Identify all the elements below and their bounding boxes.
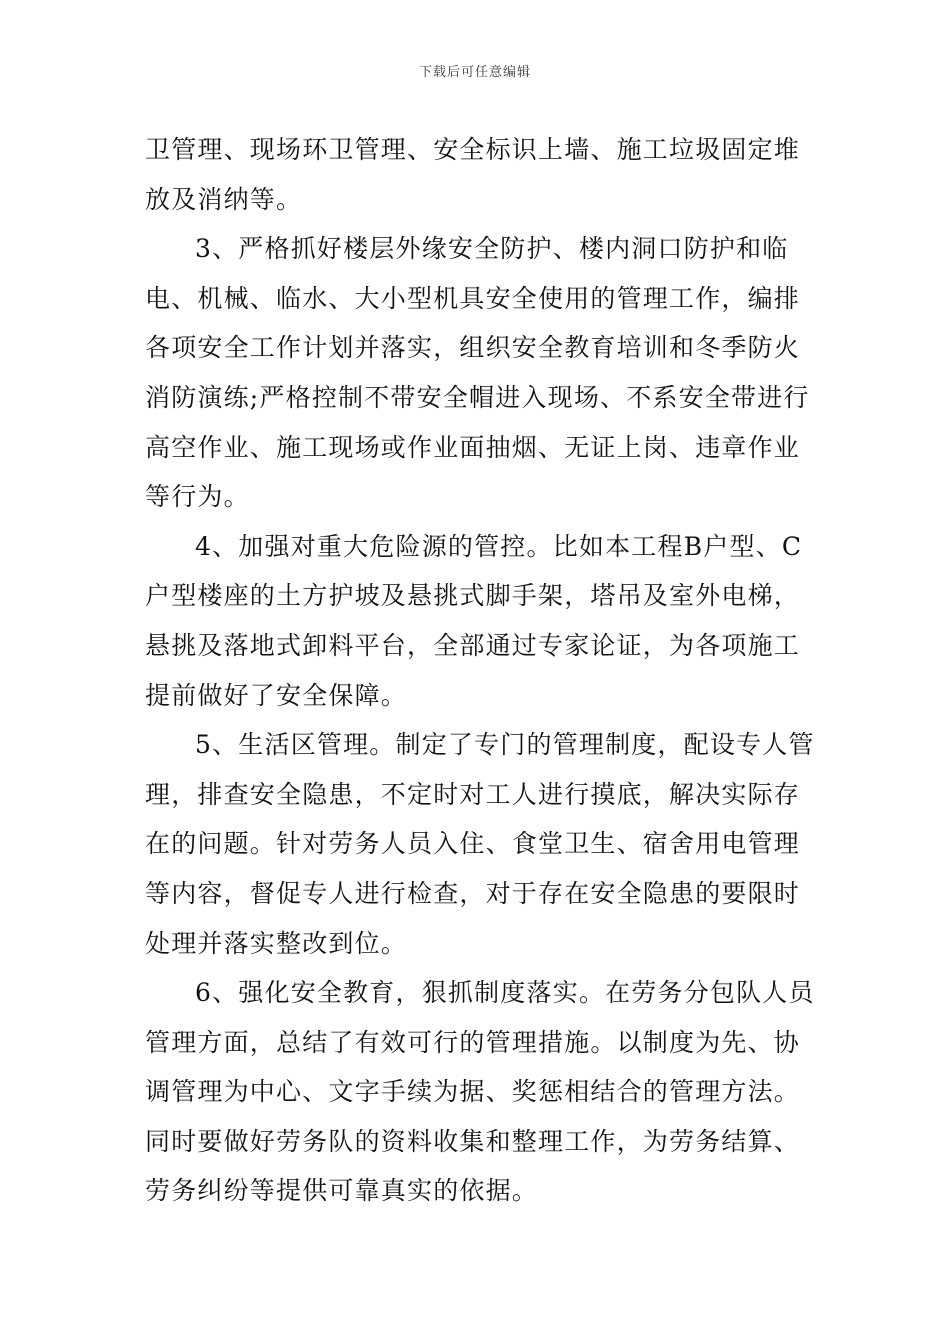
paragraph-item-4: 4、加强对重大危险源的管控。比如本工程B户型、C户型楼座的土方护坡及悬挑式脚手架，塔吊及室外电梯，悬挑及落地式卸料平台，全部通过专家论证，为各项施工提前做好了安全保障。 [145, 531, 803, 710]
page-header-note: 下载后可任意编辑 [418, 65, 531, 80]
paragraph-item-5: 5、生活区管理。制定了专门的管理制度，配设专人管理，排查安全隐患，不定时对工人进行摸底，解决实际存在的问题。针对劳务人员入住、食堂卫生、宿舍用电管理等内容，督促专人进行检查，对于存在安全隐患的要限时处理并落实整改到位。 [145, 730, 815, 958]
paragraph-item-6: 6、强化安全教育，狠抓制度落实。在劳务分包队人员管理方面，总结了有效可行的管理措施。以制度为先、协调管理为中心、文字手续为据、奖惩相结合的管理方法。同时要做好劳务队的资料收集和整理工作，为劳务结算、劳务纠纷等提供可靠真实的依据。 [145, 978, 815, 1206]
document-body [145, 125, 825, 1216]
paragraph-continuation: 卫管理、现场环卫管理、安全标识上墙、施工垃圾固定堆放及消纳等。 [145, 135, 801, 214]
paragraph-item-3: 3、严格抓好楼层外缘安全防护、楼内洞口防护和临电、机械、临水、大小型机具安全使用的管理工作，编排各项安全工作计划并落实，组织安全教育培训和冬季防火消防演练;严格控制不带安全帽进入现场、不系安全带进行高空作业、施工现场或作业面抽烟、无证上岗、违章作业等行为。 [145, 234, 810, 512]
